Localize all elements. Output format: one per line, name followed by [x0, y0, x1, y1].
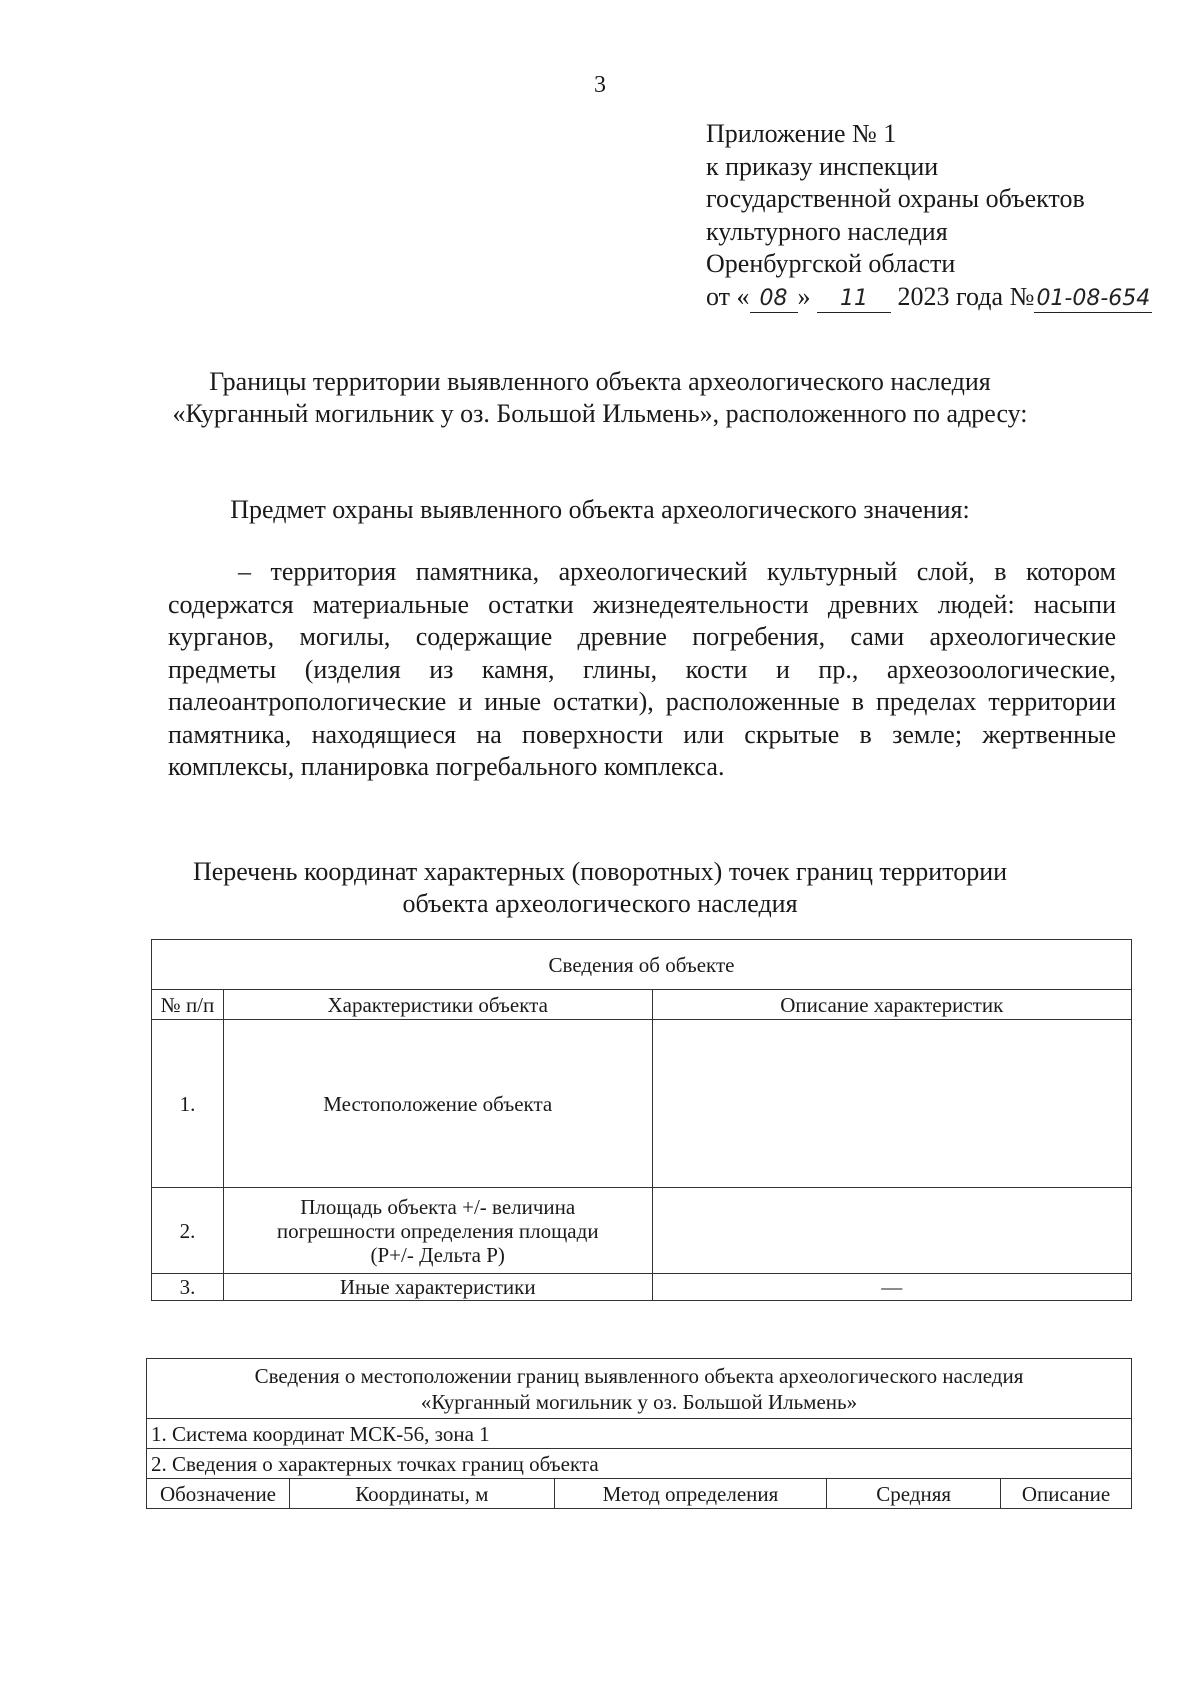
subject-paragraph — [168, 556, 1116, 784]
characteristic-line: погрешности определения площади — [276, 1218, 599, 1243]
order-number: 01-08-654 — [1034, 286, 1152, 313]
table2-header-cell: Описание — [1001, 1479, 1132, 1509]
date-mid: » — [797, 281, 811, 311]
table2-header-cell: Координаты, м — [289, 1479, 554, 1509]
annex-line: культурного наследия — [706, 216, 948, 246]
page-number: 3 — [594, 72, 606, 98]
row-description — [652, 1020, 1132, 1188]
date-month: 11 — [817, 286, 891, 313]
table-row — [152, 1274, 1132, 1301]
row-number: 3. — [152, 1274, 224, 1301]
boundary-points-row: 2. Сведения о характерных точках границ объекта — [147, 1449, 1132, 1479]
characteristic-line: Площадь объекта +/- величина — [300, 1194, 576, 1219]
subject-text: – территория памятника, археологический культурный слой, в котором содержатся материальные остатки жизнедеятельности древних людей: насыпи курганов, могилы, содержащие древние погребения, сами археологические предметы (изделия из камня, глины, кости и пр., археозоологические, палеоантропологические и иные остатки), расположенные в пределах территории памятника, находящиеся на поверхности или скрытые в земле; жертвенные комплексы, планировка погребального комплекса. — [168, 557, 1116, 781]
table1-header-cell: № п/п — [152, 990, 224, 1020]
date-year-text: 2023 года № — [897, 281, 1035, 311]
table2-caption — [147, 1359, 1132, 1419]
boundaries-title — [120, 366, 1080, 430]
annex-line: государственной охраны объектов — [706, 184, 1085, 213]
table1-header-cell: Описание характеристик — [652, 990, 1132, 1020]
row-characteristic — [223, 1188, 652, 1274]
title-line: Границы территории выявленного объекта археологического наследия — [209, 367, 991, 396]
caption-line: Сведения о местоположении границ выявленного объекта археологического наследия — [254, 1363, 1024, 1388]
annex-block — [706, 118, 1152, 313]
row-description — [652, 1188, 1132, 1274]
table-row — [152, 1020, 1132, 1188]
title-line: «Курганный могильник у оз. Большой Ильмень», расположенного по адресу: — [172, 399, 1028, 428]
date-day: 08 — [750, 286, 798, 313]
row-number: 2. — [152, 1188, 224, 1274]
annex-line: Оренбургской области — [706, 249, 956, 278]
list-heading-line: объекта археологического наследия — [402, 889, 798, 918]
row-description: — — [652, 1274, 1132, 1301]
boundaries-location-table — [146, 1358, 1132, 1509]
table-row — [152, 1188, 1132, 1274]
row-number: 1. — [152, 1020, 224, 1188]
coordinate-system-row: 1. Система координат МСК-56, зона 1 — [147, 1419, 1132, 1449]
row-characteristic: Иные характеристики — [223, 1274, 652, 1301]
table2-header-cell: Средняя — [827, 1479, 1001, 1509]
subject-heading: Предмет охраны выявленного объекта археологического значения: — [230, 495, 970, 524]
date-prefix: от « — [706, 281, 750, 311]
table2-header-cell: Обозначение — [147, 1479, 290, 1509]
annex-date-line — [706, 281, 1152, 314]
annex-line: Приложение № 1 — [706, 119, 897, 148]
table2-header-cell: Метод определения — [554, 1479, 827, 1509]
table1-header-cell: Характеристики объекта — [223, 990, 652, 1020]
row-characteristic: Местоположение объекта — [223, 1020, 652, 1188]
object-info-table — [151, 939, 1132, 1301]
list-heading-line: Перечень координат характерных (поворотных) точек границ территории — [192, 857, 1008, 886]
annex-line: к приказу инспекции — [706, 151, 939, 181]
coordinates-list-heading — [120, 856, 1080, 920]
caption-line: «Курганный могильник у оз. Большой Ильмень» — [420, 1389, 858, 1414]
table1-caption: Сведения об объекте — [152, 940, 1132, 990]
characteristic-line: (Р+/- Дельта Р) — [370, 1242, 505, 1267]
